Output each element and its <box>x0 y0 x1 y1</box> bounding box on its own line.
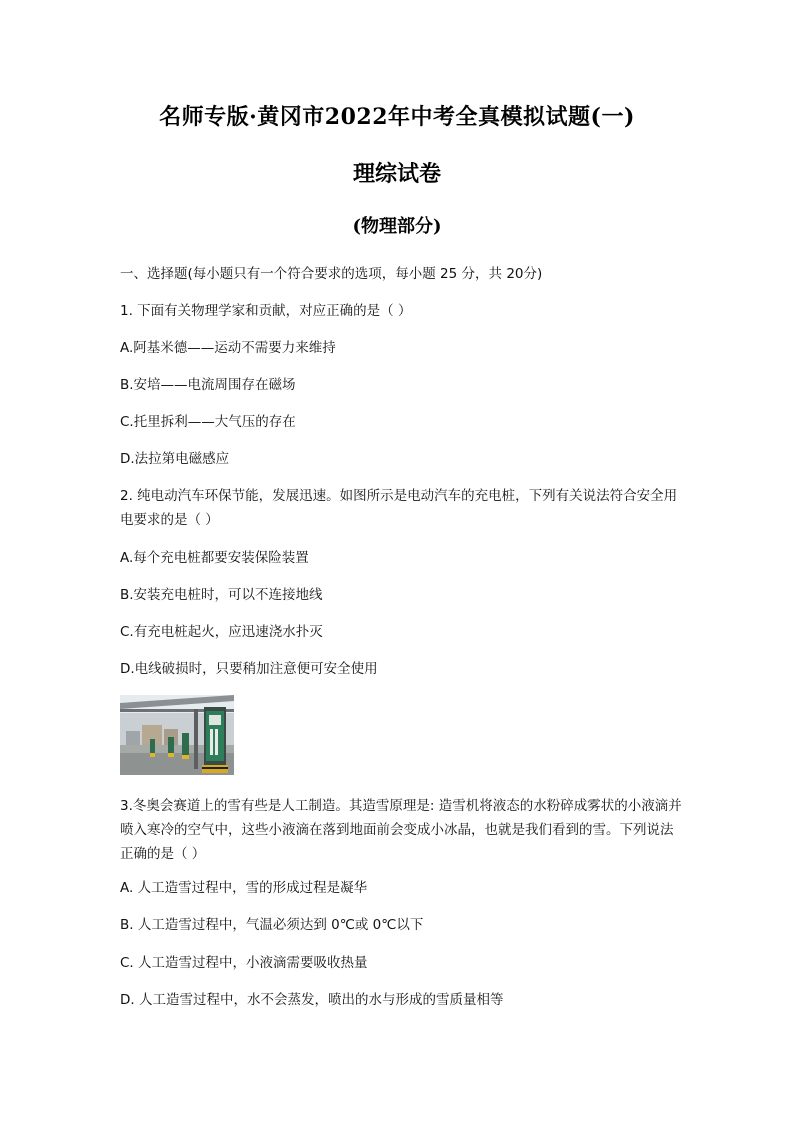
question-1-stem: 1. 下面有关物理学家和贡献，对应正确的是（ ） <box>120 303 412 319</box>
question-2-option-c: C.有充电桩起火，应迅速浇水扑灭 <box>120 624 323 640</box>
exam-subtitle: 理综试卷 <box>352 161 441 187</box>
question-2-option-d: D.电线破损时，只要稍加注意便可安全使用 <box>120 661 378 677</box>
charging-station-photo <box>120 695 234 775</box>
charging-station-illustration <box>120 695 234 775</box>
question-2-option-b: B.安装充电桩时，可以不连接地线 <box>120 587 323 603</box>
question-1-option-c: C.托里拆利——大气压的存在 <box>120 414 296 430</box>
section-title: (物理部分) <box>352 216 442 237</box>
question-3-option-c: C. 人工造雪过程中，小液滴需要吸收热量 <box>120 955 368 971</box>
question-2-option-a: A.每个充电桩都要安装保险装置 <box>120 550 309 566</box>
question-3-option-a: A. 人工造雪过程中，雪的形成过程是凝华 <box>120 880 368 896</box>
question-3-option-b: B. 人工造雪过程中，气温必须达到 0℃或 0℃以下 <box>120 917 424 933</box>
instructions: 一、选择题(每小题只有一个符合要求的选项，每小题 25 分，共 20分) <box>120 266 543 282</box>
question-3-option-d: D. 人工造雪过程中，水不会蒸发，喷出的水与形成的雪质量相等 <box>120 992 504 1008</box>
question-3-stem: 3.冬奥会赛道上的雪有些是人工制造。其造雪原理是: 造雪机将液态的水粉碎成雾状的小液滴并喷入寒冷的空气中，这些小液滴在落到地面前会变成小冰晶，也就是我们看到的雪。下列说法正确的是（ ） <box>120 798 682 862</box>
question-1-option-a: A.阿基米德——运动不需要力来维持 <box>120 340 336 356</box>
question-1-option-b: B.安培——电流周围存在磁场 <box>120 377 296 393</box>
question-2-stem: 2. 纯电动汽车环保节能，发展迅速。如图所示是电动汽车的充电桩，下列有关说法符合安全用电要求的是（ ） <box>120 488 678 528</box>
question-1-option-d: D.法拉第电磁感应 <box>120 451 230 467</box>
exam-title: 名师专版·黄冈市2022年中考全真模拟试题(一) <box>159 104 635 130</box>
